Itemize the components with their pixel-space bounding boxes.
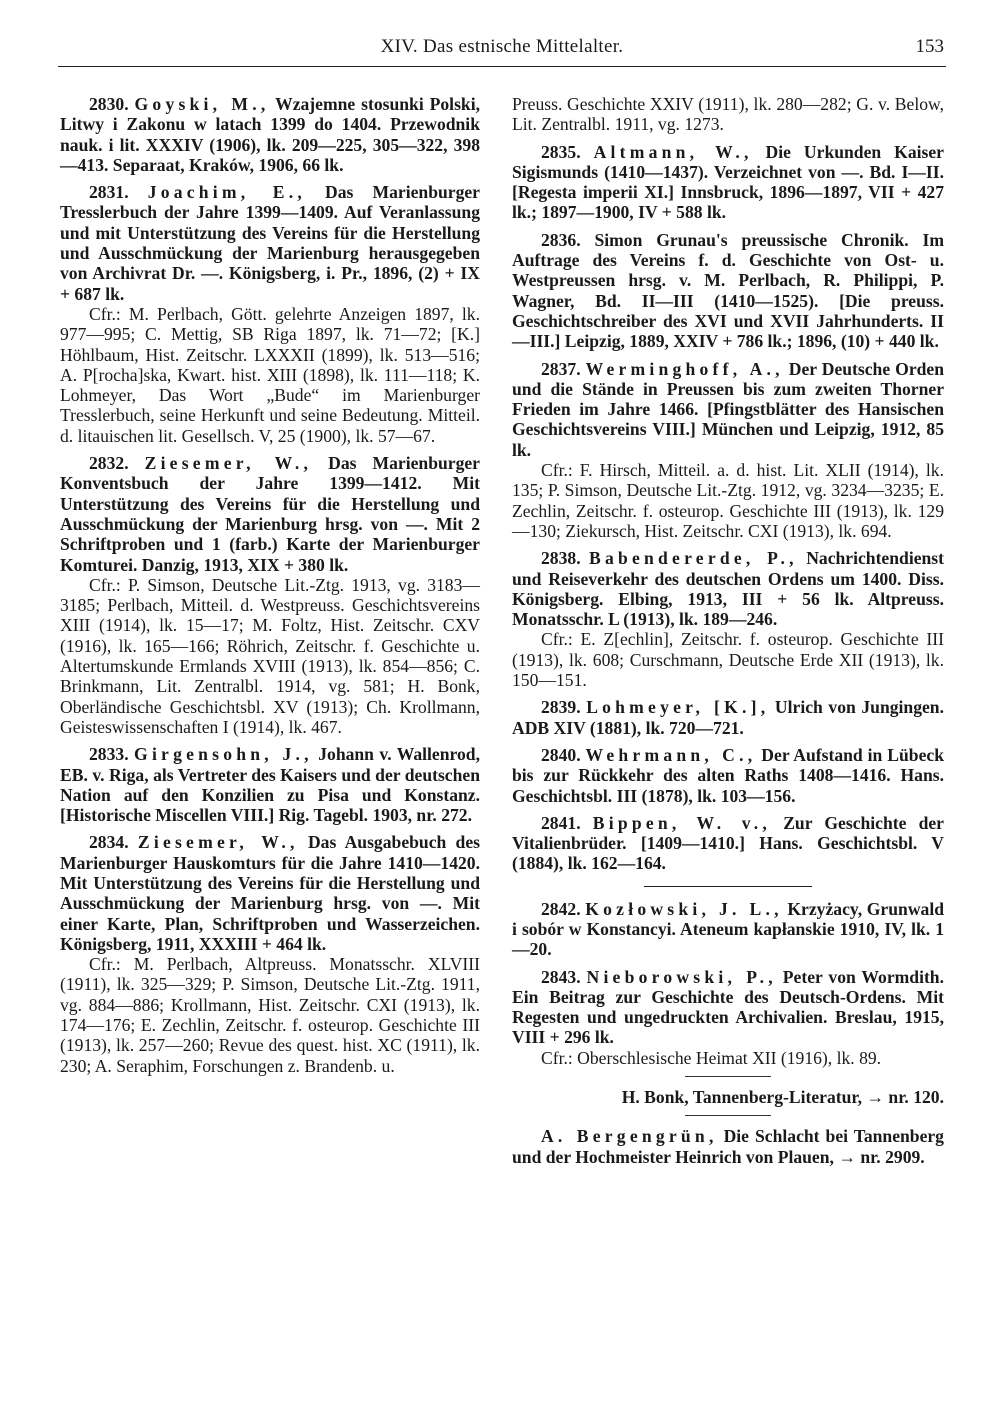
entry-text: Der Deutsche Orden und die Stände in Preussen bis zum zweiten Thorner Frieden im Jahre 1466. [Pfingstblätter des Hansischen Geschichtsvereins VIII.] München und Leipzig, 1912, 85 lk.	[512, 358, 945, 460]
entry-reviews: Cfr.: E. Z[echlin], Zeitschr. f. osteurop. Geschichte III (1913), lk. 608; Curschmann, Deutsche Erde XII (1913), lk. 150—151.	[512, 629, 944, 691]
bib-entry-2838	[512, 548, 944, 690]
entry-number: 2840.	[541, 744, 581, 765]
entry-author: Wehrmann, C.,	[585, 744, 757, 765]
entry-reviews: Cfr.: P. Simson, Deutsche Lit.-Ztg. 1913, vg. 3183—3185; Perlbach, Mitteil. d. Westpreuss. Geschichtsvereins XIII (1914), lk. 15—17; M. Foltz, Hist. Zeitschr. CXV (1916), lk. 165—166; Röhrich, Zeitschr. f. Geschichte u. Altertumskunde Ermlands XVIII (1913), lk. 854—856; C. Brinkmann, Lit. Zentralbl. 1914, vg. 581; H. Bonk, Oberländische Geschichtsbl. XV (1913); Ch. Krollmann, Geisteswissenschaften I (1914), lk. 467.	[60, 574, 480, 737]
right-column	[512, 94, 944, 1174]
entry-text: Die Urkunden Kaiser Sigismunds (1410—1437). Verzeichnet von —. Bd. I—II. [Regesta imperii XI.] Innsbruck, 1896—1897, VII + 427 lk.; 1897—1900, IV + 588 lk.	[512, 141, 944, 223]
bib-entry-2832	[60, 453, 480, 737]
crossref-author: H. Bonk,	[621, 1087, 689, 1108]
entry-number: 2838.	[541, 548, 581, 569]
entry-number: 2843.	[541, 966, 581, 987]
entry-text: Die Schlacht bei Tannenberg und der Hochmeister Heinrich von Plauen,	[512, 1126, 944, 1167]
bib-entry-2843	[512, 967, 944, 1068]
section-rule	[644, 886, 812, 887]
entry-reviews: Cfr.: M. Perlbach, Altpreuss. Monatsschr. XLVIII (1911), lk. 325—329; P. Simson, Deutsche Lit.-Ztg. 1911, vg. 884—886; Krollmann, Hist. Zeitschr. CXI (1913), lk. 174—176; E. Zechlin, Zeitschr. f. osteurop. Geschichte III (1913), lk. 257—260; Revue des quest. hist. XC (1911), lk. 230; A. Seraphim, Forschungen z. Brandenb. u.	[60, 954, 480, 1076]
bib-entry-2833	[60, 744, 480, 825]
bib-entry-2831	[60, 182, 480, 446]
entry-number: 2831.	[89, 182, 129, 203]
right-arrow-icon: →	[866, 1087, 885, 1108]
entry-number: 2830.	[89, 94, 129, 114]
entry-number: 2833.	[89, 744, 129, 765]
entry-text: Johann v. Wallenrod, EB. v. Riga, als Vertreter des Kaisers und der deutschen Nation auf den Konzilien zu Pisa und Konstanz. [Historische Miscellen VIII.] Rig. Tagebl. 1903, nr. 272.	[60, 744, 480, 826]
bib-entry-2836	[512, 230, 944, 352]
entry-author: Ziesemer, W.,	[137, 832, 299, 853]
entry-number: 2836.	[541, 229, 581, 250]
entry-text: Krzyżacy, Grunwald i sobór w Konstancyi. Ateneum kapłanskie 1910, IV, lk. 1—20.	[512, 898, 944, 960]
entry-reviews: Cfr.: M. Perlbach, Gött. gelehrte Anzeigen 1897, lk. 977—995; C. Mettig, SB Riga 1897, lk. 71—72; [K.] Höhlbaum, Hist. Zeitschr. LXXXII (1899), lk. 513—516; A. P[rocha]ska, Kwart. hist. XIII (1898), lk. 111—118; K. Lohmeyer, Das Wort „Bude“ im Marienburger Tresslerbuch, seine Herkunft und seine Bedeutung. Mitteil. d. litauischen lit. Gesellsch. V, 25 (1900), lk. 57—67.	[60, 303, 480, 446]
entry-author: Babendererde, P.,	[589, 548, 798, 569]
entry-author: Nieborowski, P.,	[586, 966, 777, 987]
left-column	[60, 94, 480, 1083]
entry-number: 2835.	[541, 141, 581, 162]
page-number: 153	[915, 36, 944, 57]
crossref-target: nr. 120.	[884, 1087, 944, 1108]
entry-text: Zur Geschichte der Vitalienbrüder. [1409—1410.] Hans. Geschichtsbl. V (1884), lk. 162—164.	[512, 812, 944, 874]
crossref-text: Tannenberg-Literatur,	[688, 1087, 863, 1108]
bib-entry-2842	[512, 899, 944, 960]
entry-text: Das Marienburger Konventsbuch der Jahre 1399—1412. Mit Unterstützung des Vereins für die Herstellung und Ausschmückung der Marienburg hrsg. von —. Mit 2 Schriftproben und 1 (farb.) Karte der Marienburger Komturei. Danzig, 1913, XIX + 380 lk.	[60, 453, 480, 575]
entry-number: 2837.	[541, 358, 581, 379]
entry-author: Ziesemer, W.,	[144, 453, 313, 474]
entry-text: Nachrichtendienst und Reiseverkehr des deutschen Ordens um 1400. Diss. Königsberg. Elbing, 1913, III + 56 lk. Altpreuss. Monatsschr. L (1913), lk. 189—246.	[512, 548, 945, 630]
entry-number: 2832.	[89, 453, 129, 474]
bib-entry-2839	[512, 697, 944, 738]
right-arrow-icon: →	[838, 1146, 856, 1167]
entry-text: Wzajemne stosunki Polski, Litwy i Zakonu w latach 1399 do 1404. Przewodnik nauk. i lit. XXXIV (1906), lk. 209—225, 305—322, 398—413. Separaat, Kraków, 1906, 66 lk.	[60, 94, 480, 175]
entry-reviews: Cfr.: Oberschlesische Heimat XII (1916), lk. 89.	[541, 1047, 882, 1068]
bib-entry-2830	[60, 94, 480, 175]
entry-author: A. Bergengrün,	[541, 1126, 718, 1147]
final-cross-entry	[512, 1126, 944, 1167]
entry-number: 2839.	[541, 697, 581, 718]
entry-reviews: Cfr.: F. Hirsch, Mitteil. a. d. hist. Lit. XLII (1914), lk. 135; P. Simson, Deutsche Lit.-Ztg. 1912, vg. 3234—3235; E. Zechlin, Zeitschr. f. osteurop. Geschichte III (1913), lk. 129—130; Ziekursch, Hist. Zeitschr. CXI (1913), lk. 694.	[512, 460, 944, 541]
bib-entry-2840	[512, 745, 944, 806]
bib-entry-2834	[60, 832, 480, 1076]
running-header	[58, 34, 946, 62]
entry-number: 2841.	[541, 812, 581, 833]
cross-reference	[512, 1087, 944, 1107]
entry-author: Altmann, W.,	[593, 141, 753, 162]
entry-author: Joachim, E.,	[147, 182, 306, 203]
entry-text: Das Ausgabebuch des Marienburger Hauskomturs für die Jahre 1410—1420. Mit Unterstützung des Vereins für die Herstellung und Ausschmückung der Marienburg hrsg. von —. Mit einer Karte, Plan, Schriftproben und Wasserzeichen. Königsberg, 1911, XXXIII + 464 lk.	[60, 832, 480, 954]
entry-text: Simon Grunau's preussische Chronik. Im Auftrage des Vereins f. d. Geschichte von Ost- u. Westpreussen hrsg. v. M. Perlbach, R. Philippi, P. Wagner, Bd. II—III (1410—1525). [Die preuss. Geschichtschreiber des XVI und XVII Jahrhunderts. II—III.] Leipzig, 1889, XXIV + 786 lk.; 1896, (10) + 440 lk.	[512, 229, 944, 352]
continuation-text: Preuss. Geschichte XXIV (1911), lk. 280—282; G. v. Below, Lit. Zentralbl. 1911, vg. 1273.	[512, 94, 944, 135]
bib-entry-2835	[512, 142, 944, 223]
header-rule	[58, 66, 946, 67]
short-rule	[685, 1076, 771, 1077]
entry-author: Werminghoff, A.,	[585, 358, 784, 379]
continued-reviews	[512, 94, 944, 135]
running-title: XIV. Das estnische Mittelalter.	[380, 36, 624, 57]
entry-author: Girgensohn, J.,	[134, 744, 313, 765]
bib-entry-2837	[512, 359, 944, 542]
entry-text: Peter von Wormdith. Ein Beitrag zur Geschichte des Deutsch-Ordens. Mit Regesten und ungedruckten Archivalien. Breslau, 1915, VIII + 296 lk.	[512, 966, 944, 1048]
entry-author: Lohmeyer, [K.],	[586, 697, 770, 718]
short-rule	[685, 1115, 771, 1116]
entry-text: Der Aufstand in Lübeck bis zur Rückkehr des alten Raths 1408—1416. Hans. Geschichtsbl. III (1878), lk. 103—156.	[512, 744, 944, 806]
entry-text: Ulrich von Jungingen. ADB XIV (1881), lk. 720—721.	[512, 697, 944, 738]
entry-text: Das Marienburger Tresslerbuch der Jahre 1399—1409. Auf Veranlassung und mit Unterstützung des Vereins für die Herstellung und Ausschmückung der Marienburg herausgegeben von Archivrat Dr. —. Königsberg, i. Pr., 1896, (2) + IX + 687 lk.	[60, 182, 480, 304]
crossref-target: nr. 2909.	[855, 1146, 925, 1167]
entry-author: Kozłowski, J. L.,	[585, 898, 783, 919]
entry-number: 2834.	[89, 832, 129, 853]
entry-author: Bippen, W. v.,	[592, 812, 772, 833]
entry-author: Goyski, M.,	[134, 94, 270, 114]
entry-number: 2842.	[541, 898, 581, 919]
bib-entry-2841	[512, 813, 944, 874]
